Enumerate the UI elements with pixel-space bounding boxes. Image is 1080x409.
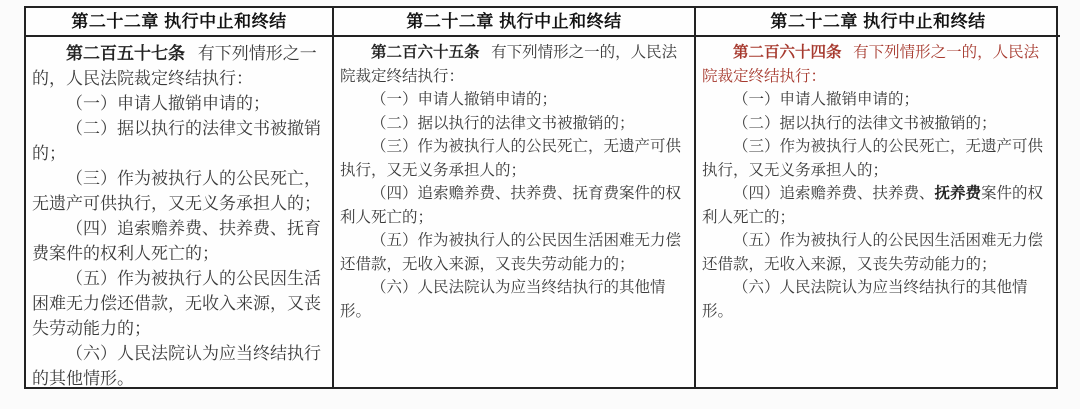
clause-item-4 [702,182,1053,229]
article-body [26,37,332,387]
clause-item-6: （六）人民法院认为应当终结执行的其他情形。 [340,279,666,320]
clause-item-2: （二）据以执行的法律文书被撤销的； [32,119,321,163]
clause-item-4-bold-term: 抚养费 [934,185,982,202]
article-intro-text: 有下列情形之一的，人民法院裁定终结执行： [340,44,678,85]
clause-item-1: （一）申请人撤销申请的； [66,94,270,113]
column-article-257 [26,8,332,387]
clause-item-5: （五）作为被执行人的公民因生活困难无力偿还借款，无收入来源，又丧失劳动能力的； [32,269,321,338]
clause-item-4-prefix: （四）追索赡养费、扶养费、 [733,185,935,202]
article-number: 第二百五十七条 [66,44,185,63]
article-intro-text: 有下列情形之一的，人民法院裁定终结执行： [702,44,1040,85]
article-intro-paragraph [340,41,687,88]
chapter-header: 第二十二章 执行中止和终结 [696,8,1060,37]
column-article-264 [694,8,1060,387]
clause-item-5: （五）作为被执行人的公民因生活困难无力偿还借款，无收入来源，又丧失劳动能力的； [340,232,682,273]
clause-item-6: （六）人民法院认为应当终结执行的其他情形。 [702,279,1028,320]
article-intro-paragraph [32,41,325,91]
chapter-header: 第二十二章 执行中止和终结 [334,8,694,37]
clause-item-1: （一）申请人撤销申请的； [733,91,920,108]
clause-item-3: （三）作为被执行人的公民死亡，无遗产可供执行，又无义务承担人的； [702,138,1044,179]
clause-item-4: （四）追索赡养费、扶养费、抚育费案件的权利人死亡的； [32,219,321,263]
clause-item-4: （四）追索赡养费、扶养费、抚育费案件的权利人死亡的； [340,185,682,226]
clause-item-3: （三）作为被执行人的公民死亡，无遗产可供执行，又无义务承担人的； [32,169,321,213]
clause-item-5: （五）作为被执行人的公民因生活困难无力偿还借款，无收入来源，又丧失劳动能力的； [702,232,1044,273]
article-intro-paragraph-highlighted [702,41,1053,88]
article-number: 第二百六十五条 [371,44,480,61]
law-comparison-table [24,6,1058,389]
clause-item-6: （六）人民法院认为应当终结执行的其他情形。 [32,344,321,387]
clause-item-2: （二）据以执行的法律文书被撤销的； [733,114,997,132]
clause-item-2: （二）据以执行的法律文书被撤销的； [371,114,635,132]
chapter-header: 第二十二章 执行中止和终结 [26,8,332,37]
article-body [696,37,1060,387]
article-body [334,37,694,387]
column-article-265 [332,8,694,387]
article-intro-text: 有下列情形之一的，人民法院裁定终结执行： [32,44,317,88]
article-number: 第二百六十四条 [733,44,842,61]
clause-item-4-suffix: 案件的权利人死亡的； [702,185,1044,226]
clause-item-3: （三）作为被执行人的公民死亡，无遗产可供执行，又无义务承担人的； [340,138,682,179]
clause-item-1: （一）申请人撤销申请的； [371,91,558,108]
